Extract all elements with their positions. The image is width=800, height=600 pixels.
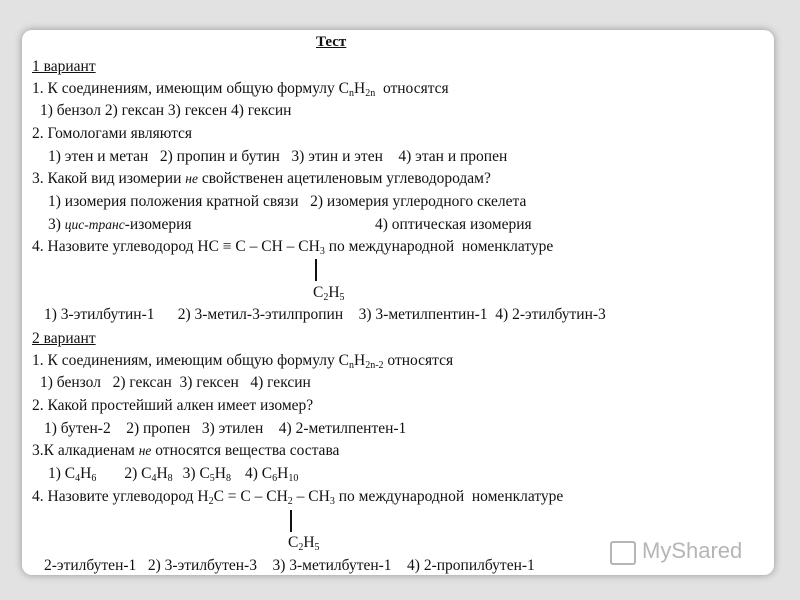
v2-question-1-answers: 1) бензол 2) гексан 3) гексен 4) гексин: [40, 374, 311, 391]
v1-question-3-answer-4: 4) оптическая изомерия: [375, 216, 532, 233]
v2-q3-answer-4: 4) $C_6H_{10}$: [244, 465, 299, 484]
v2-q3-answer-3: 3) $C_5H_8$: [182, 465, 231, 484]
v1-question-3-answers-a: 1) изомерия положения кратной связи 2) изомерия углеродного скелета: [48, 193, 527, 210]
v2-question-4: 4. Назовите углеводород $H_2C = C - CH_2 - CH_3$ по международной номенклатуре: [32, 488, 564, 507]
v1-question-3: 3. Какой вид изомерии не свойственен ацетиленовым углеводородам?: [32, 170, 491, 187]
v2-branch-bond: [290, 510, 292, 532]
v2-question-2-answers: 1) бутен-2 2) пропен 3) этилен 4) 2-метилпентен-1: [44, 420, 407, 437]
watermark-logo-icon: [610, 541, 636, 565]
v1-question-1-answers: 1) бензол 2) гексан 3) гексен 4) гексин: [40, 102, 292, 119]
v2-q3-answer-2: 2) $C_4H_8$: [124, 465, 173, 484]
v1-question-1: 1. К соединениям, имеющим общую формулу $C_nH_{2n}$ относятся: [32, 80, 449, 99]
v2-question-3-answers: [48, 465, 298, 483]
v2-branch-group: $C_2H_5$: [288, 534, 320, 553]
v1-branch-bond: [315, 259, 317, 281]
page-title: Тест: [316, 34, 347, 50]
v2-question-4-answers: 2-этилбутен-1 2) 3-этилбутен-3 3) 3-метилбутен-1 4) 2-пропилбутен-1: [44, 557, 535, 574]
v1-question-3-answers-b: 3) цис-транс-изомерия: [48, 216, 192, 233]
watermark: MyShared: [642, 538, 743, 563]
v1-branch-group: $C_2H_5$: [313, 284, 345, 303]
v1-question-4: 4. Назовите углеводород HC ≡ C – CH – $CH_3$ по международной номенклатуре: [32, 238, 554, 257]
variant-1-header: 1 вариант: [32, 58, 96, 75]
v1-question-2: 2. Гомологами являются: [32, 125, 193, 142]
v2-question-3: 3.К алкадиенам не относятся вещества состава: [32, 442, 340, 459]
v1-question-4-answers: 1) 3-этилбутин-1 2) 3-метил-3-этилпропин 3) 3-метилпентин-1 4) 2-этилбутин-3: [44, 306, 606, 323]
v2-q3-answer-1: 1) $C_4H_6$: [48, 465, 97, 484]
v2-question-1: 1. К соединениям, имеющим общую формулу $C_nH_{2n-2}$ относятся: [32, 352, 454, 371]
variant-2-header: 2 вариант: [32, 330, 96, 347]
v2-question-2: 2. Какой простейший алкен имеет изомер?: [32, 397, 314, 414]
v1-question-2-answers: 1) этен и метан 2) пропин и бутин 3) этин и этен 4) этан и пропен: [48, 148, 508, 165]
